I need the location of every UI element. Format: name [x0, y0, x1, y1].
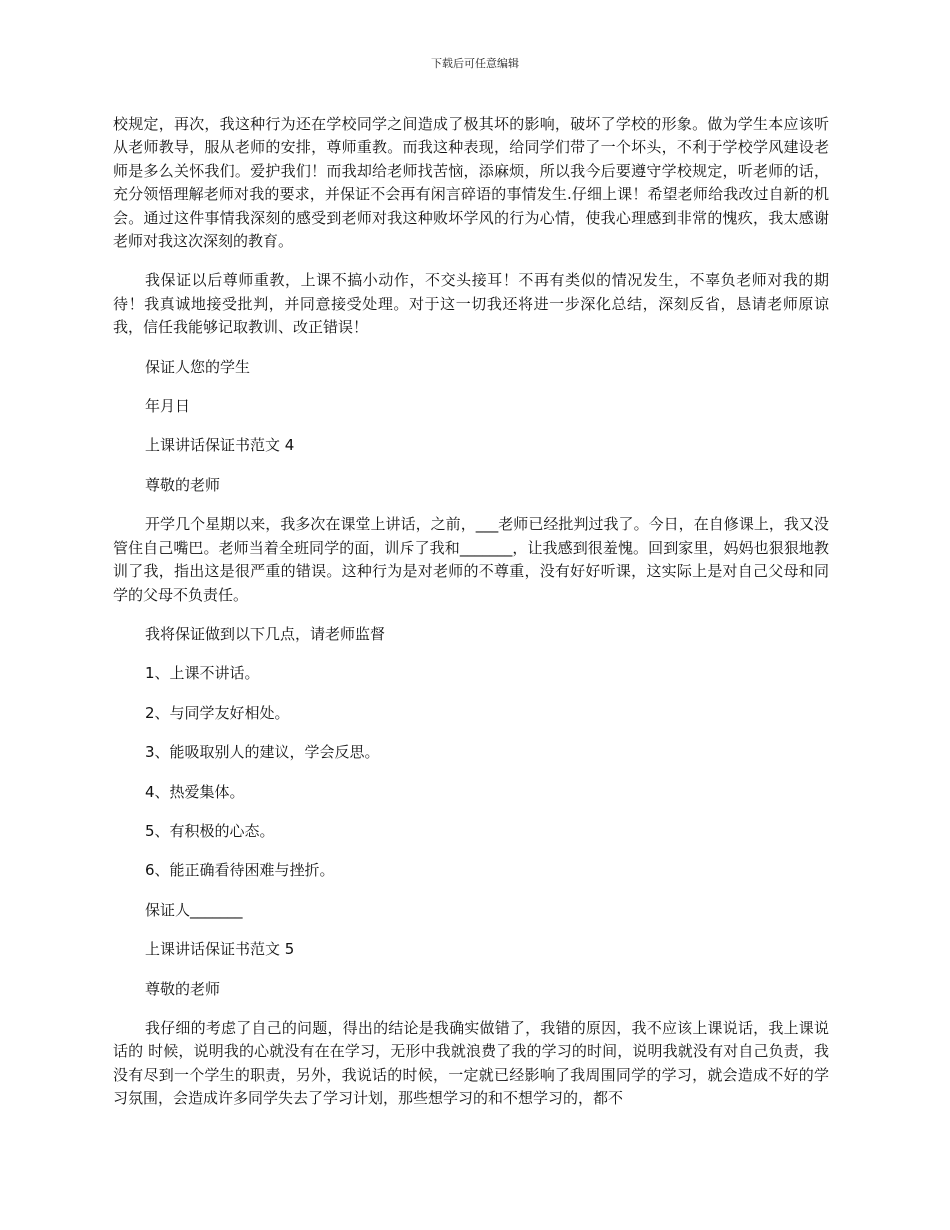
section-title-4: 上课讲话保证书范文 4	[145, 436, 295, 455]
list-item-1: 1、上课不讲话。	[145, 664, 260, 683]
paragraph-body-4: 开学几个星期以来，我多次在课堂上讲话，之前，___老师已经批判过我了。今日，在自修课上，我又没管住自己嘴巴。老师当着全班同学的面，训斥了我和_______，让我感到很羞愧。回到家里，妈妈也狠狠地教训了我，指出这是很严重的错误。这种行为是对老师的不尊重，没有好好听课，这实际上是对自己父母和同学的父母不负责任。	[113, 515, 829, 604]
page-header: 下载后可任意编辑	[431, 57, 519, 70]
document-body	[113, 113, 829, 1111]
paragraph-promise: 我保证以后尊师重教，上课不搞小动作，不交头接耳！不再有类似的情况发生，不辜负老师对我的期待！我真诚地接受批判，并同意接受处理。对于这一切我还将进一步深化总结，深刻反省，恳请老师原谅我，信任我能够记取教训、改正错误！	[113, 271, 829, 337]
section-title-5: 上课讲话保证书范文 5	[145, 940, 295, 959]
list-item-4: 4、热爱集体。	[145, 782, 245, 801]
paragraph-body-5: 我仔细的考虑了自己的问题，得出的结论是我确实做错了，我错的原因，我不应该上课说话，我上课说话的 时候，说明我的心就没有在在学习，无形中我就浪费了我的学习的时间，说明我就没有对自己负责，我没有尽到一个学生的职责，另外，我说话的时候，一定就已经影响了我周围同学的学习，就会造成不好的学习氛围，会造成许多同学失去了学习计划，那些想学习的和不想学习的，都不	[113, 1018, 829, 1108]
list-intro: 我将保证做到以下几点，请老师监督	[145, 624, 386, 643]
list-item-6: 6、能正确看待困难与挫折。	[145, 861, 335, 880]
salutation-4: 尊敬的老师	[145, 475, 221, 494]
date-line: 年月日	[145, 397, 191, 416]
paragraph-continuation: 校规定，再次，我这种行为还在学校同学之间造成了极其坏的影响，破坏了学校的形象。做为学生本应该听从老师教导，服从老师的安排，尊师重教。而我这种表现，给同学们带了一个坏头，不利于学校学风建设老师是多么关怀我们。爱护我们！而我却给老师找苦恼，添麻烦，所以我今后要遵守学校规定，听老师的话，充分领悟理解老师对我的要求，并保证不会再有闲言碎语的事情发生.仔细上课！希望老师给我改过自新的机会。通过这件事情我深刻的感受到老师对我这种败坏学风的行为心情，使我心理感到非常的愧疚，我太感谢老师对我这次深刻的教育。	[113, 115, 829, 251]
list-item-2: 2、与同学友好相处。	[145, 703, 290, 722]
list-item-5: 5、有积极的心态。	[145, 821, 275, 840]
list-item-3: 3、能吸取别人的建议，学会反思。	[145, 743, 380, 762]
signature-line-4: 保证人_______	[145, 900, 243, 919]
signature-line: 保证人您的学生	[145, 357, 251, 376]
salutation-5: 尊敬的老师	[145, 979, 221, 998]
